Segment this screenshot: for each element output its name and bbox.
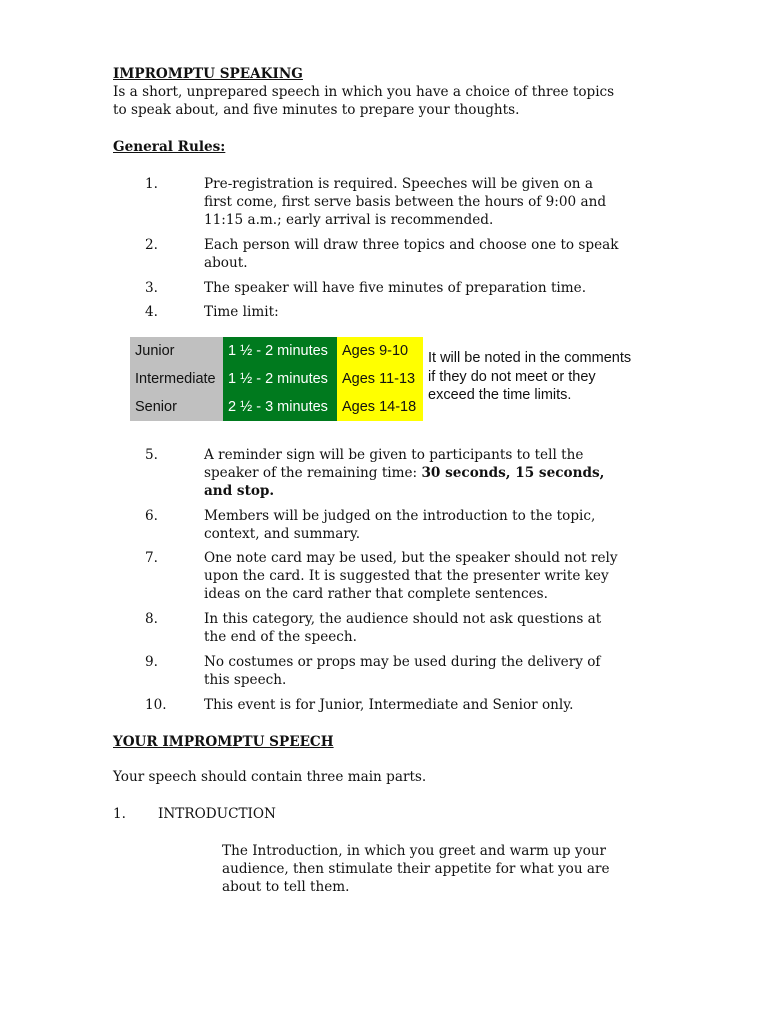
intro-line-1: Is a short, unprepared speech in which you have a choice of three topics — [113, 84, 615, 100]
time-cell: 1 ½ - 2 minutes — [223, 337, 337, 365]
time-row-senior — [130, 393, 423, 421]
rule-number: 3. — [145, 280, 158, 296]
rule-number: 8. — [145, 611, 158, 627]
rule-line: Members will be judged on the introduction to the topic, — [204, 508, 596, 524]
time-row-intermediate — [130, 365, 423, 393]
general-rules-heading: General Rules: — [113, 139, 226, 155]
rule-number: 7. — [145, 550, 158, 566]
rule-line: about. — [204, 255, 248, 271]
rule-line: 11:15 a.m.; early arrival is recommended. — [204, 212, 494, 228]
rule-line: this speech. — [204, 672, 287, 688]
time-row-junior — [130, 337, 423, 365]
rule-number: 4. — [145, 304, 158, 320]
rule-line-with-bold — [204, 464, 604, 482]
rule-line: first come, first serve basis between the hours of 9:00 and — [204, 194, 607, 210]
rule-number: 10. — [145, 697, 167, 713]
speech-intro: Your speech should contain three main parts. — [113, 769, 427, 785]
rule-line: context, and summary. — [204, 526, 361, 542]
part-title-introduction: INTRODUCTION — [158, 806, 276, 822]
time-cell: 2 ½ - 3 minutes — [223, 393, 337, 421]
rule-number: 2. — [145, 237, 158, 253]
rule-line: the end of the speech. — [204, 629, 357, 645]
rule-line: Pre-registration is required. Speeches will be given on a — [204, 176, 593, 192]
rule-line: ideas on the card rather that complete sentences. — [204, 586, 548, 602]
rule-number: 6. — [145, 508, 158, 524]
rule-line: Time limit: — [204, 304, 279, 320]
part-body-line: The Introduction, in which you greet and warm up your — [222, 843, 607, 859]
part-body-line: about to tell them. — [222, 879, 350, 895]
level-cell: Senior — [130, 393, 223, 421]
rule-line: A reminder sign will be given to participants to tell the — [204, 447, 584, 463]
age-cell: Ages 11-13 — [337, 365, 423, 393]
age-cell: Ages 14-18 — [337, 393, 423, 421]
level-cell: Intermediate — [130, 365, 223, 393]
bold-time-list: 30 seconds, 15 seconds, — [421, 465, 605, 481]
document-title: IMPROMPTU SPEAKING — [113, 66, 303, 82]
rule-number: 9. — [145, 654, 158, 670]
rule-line: Each person will draw three topics and choose one to speak — [204, 237, 619, 253]
speech-heading: YOUR IMPROMPTU SPEECH — [113, 734, 334, 750]
rule-line: No costumes or props may be used during the delivery of — [204, 654, 601, 670]
part-number: 1. — [113, 806, 126, 822]
age-cell: Ages 9-10 — [337, 337, 423, 365]
rule-number: 5. — [145, 447, 158, 463]
time-cell: 1 ½ - 2 minutes — [223, 365, 337, 393]
part-body-line: audience, then stimulate their appetite for what you are — [222, 861, 610, 877]
bold-time-end: and stop. — [204, 483, 275, 499]
rule-number: 1. — [145, 176, 158, 192]
rule-line: One note card may be used, but the speaker should not rely — [204, 550, 618, 566]
rule-line: upon the card. It is suggested that the presenter write key — [204, 568, 609, 584]
rule-line: In this category, the audience should not ask questions at — [204, 611, 602, 627]
intro-line-2: to speak about, and five minutes to prepare your thoughts. — [113, 102, 520, 118]
rule-line: This event is for Junior, Intermediate and Senior only. — [204, 697, 574, 713]
time-limit-note: It will be noted in the comments if they do not meet or they exceed the time limits. — [428, 350, 632, 403]
level-cell: Junior — [130, 337, 223, 365]
rule-line: The speaker will have five minutes of preparation time. — [204, 280, 587, 296]
rule-line: speaker of the remaining time: — [204, 465, 422, 481]
